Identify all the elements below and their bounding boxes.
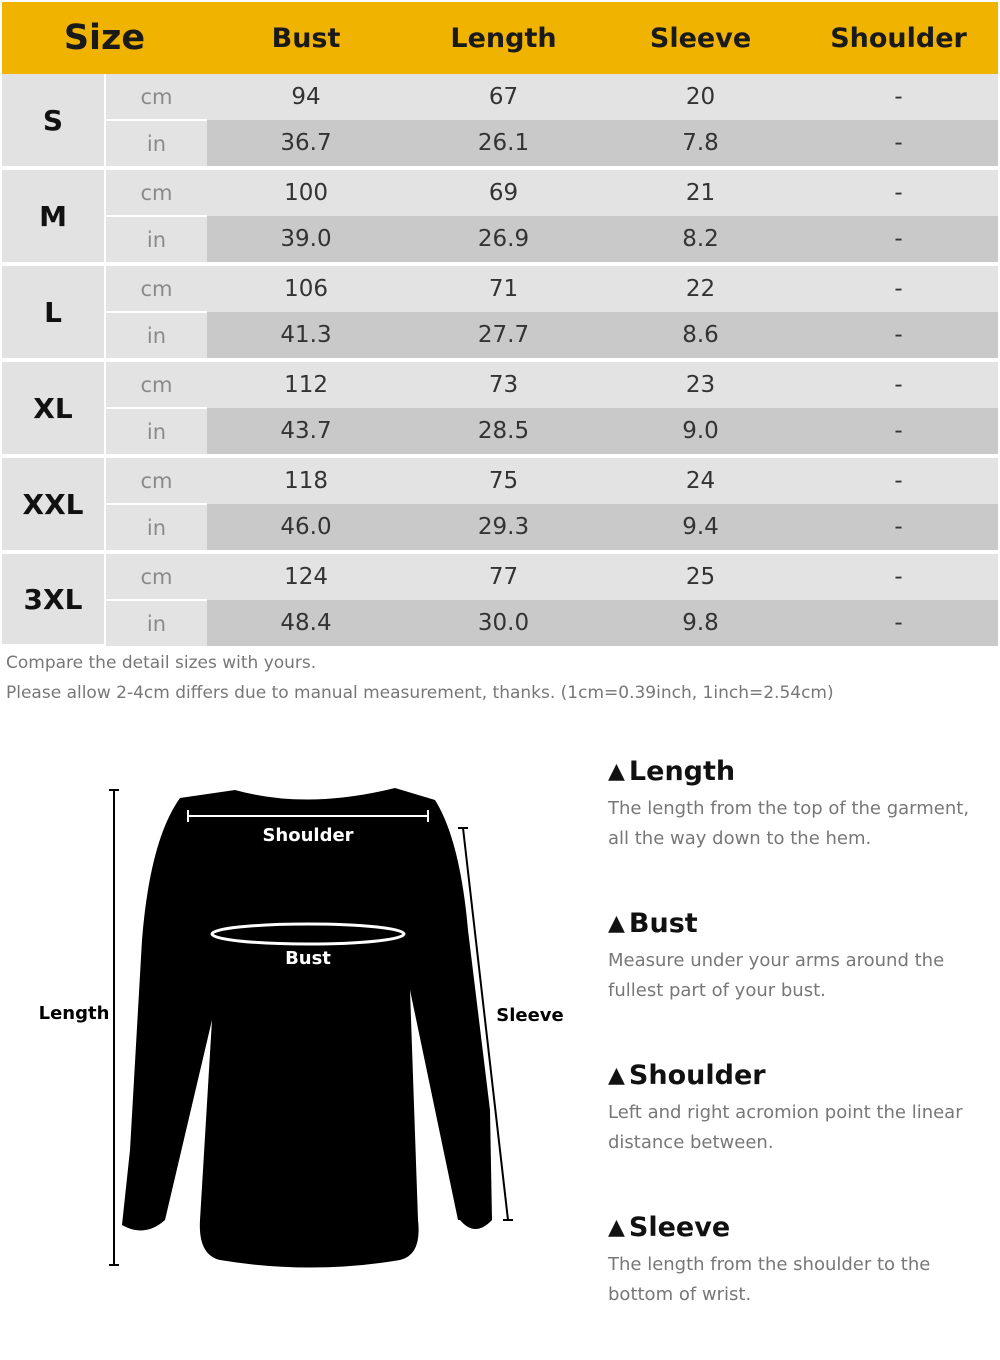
unit-label: in: [105, 408, 207, 456]
shoulder-value: -: [799, 408, 998, 456]
sleeve-value: 8.6: [602, 312, 799, 360]
definition-title: [608, 1056, 988, 1096]
diagram-sleeve-label: Sleeve: [496, 1005, 564, 1026]
length-value: 27.7: [405, 312, 602, 360]
diagram-length-label: Length: [38, 1003, 110, 1024]
table-row: [2, 408, 998, 456]
definition-title-text: Bust: [628, 908, 698, 939]
definition-bust: [608, 904, 988, 1030]
definition-text: The length from the top of the garment, all the way down to the hem.: [608, 798, 970, 849]
bust-value: 124: [207, 552, 405, 600]
length-value: 77: [405, 552, 602, 600]
bust-value: 94: [207, 74, 405, 120]
bust-value: 118: [207, 456, 405, 504]
unit-label: in: [105, 600, 207, 646]
length-value: 71: [405, 264, 602, 312]
sleeve-value: 9.4: [602, 504, 799, 552]
size-label: S: [2, 74, 105, 168]
header-size: Size: [2, 2, 207, 74]
sleeve-value: 7.8: [602, 120, 799, 168]
triangle-icon: ▲: [608, 1215, 625, 1240]
shoulder-value: -: [799, 504, 998, 552]
size-label: XXL: [2, 456, 105, 552]
definition-title-text: Shoulder: [628, 1060, 766, 1091]
definition-title-text: Sleeve: [628, 1212, 731, 1243]
shoulder-value: -: [799, 216, 998, 264]
table-row: [2, 168, 998, 216]
unit-label: in: [105, 120, 207, 168]
table-row: [2, 360, 998, 408]
shoulder-value: -: [799, 120, 998, 168]
unit-label: in: [105, 504, 207, 552]
definition-title-text: Length: [628, 756, 736, 787]
length-value: 30.0: [405, 600, 602, 646]
table-row: [2, 312, 998, 360]
measurement-definitions: [608, 752, 988, 1334]
definition-title: [608, 904, 988, 944]
header-bust: Bust: [207, 2, 405, 74]
bust-value: 43.7: [207, 408, 405, 456]
header-shoulder: Shoulder: [799, 2, 998, 74]
sleeve-value: 24: [602, 456, 799, 504]
definition-title: [608, 1208, 988, 1248]
table-row: [2, 504, 998, 552]
definition-shoulder: [608, 1056, 988, 1182]
definition-length: [608, 752, 988, 878]
triangle-icon: ▲: [608, 759, 625, 784]
garment-diagram: [30, 770, 580, 1290]
definition-title: [608, 752, 988, 792]
bust-value: 39.0: [207, 216, 405, 264]
sleeve-value: 9.8: [602, 600, 799, 646]
size-label: XL: [2, 360, 105, 456]
length-value: 67: [405, 74, 602, 120]
table-row: [2, 120, 998, 168]
bust-value: 112: [207, 360, 405, 408]
length-value: 28.5: [405, 408, 602, 456]
unit-label: cm: [105, 74, 207, 120]
table-row: [2, 456, 998, 504]
sleeve-value: 23: [602, 360, 799, 408]
table-body: [2, 74, 998, 646]
size-notes: [6, 648, 834, 708]
sweater-silhouette: [122, 788, 492, 1268]
length-value: 29.3: [405, 504, 602, 552]
unit-label: cm: [105, 264, 207, 312]
diagram-bust-label: Bust: [285, 948, 331, 969]
length-value: 26.9: [405, 216, 602, 264]
bust-value: 36.7: [207, 120, 405, 168]
sweater-illustration: [30, 770, 580, 1290]
shoulder-value: -: [799, 168, 998, 216]
definition-text: The length from the shoulder to the bottom of wrist.: [608, 1254, 931, 1305]
definition-text: Measure under your arms around the fullest part of your bust.: [608, 950, 945, 1001]
unit-label: in: [105, 216, 207, 264]
sleeve-value: 8.2: [602, 216, 799, 264]
bust-value: 48.4: [207, 600, 405, 646]
table-row: [2, 216, 998, 264]
bust-value: 46.0: [207, 504, 405, 552]
bust-value: 100: [207, 168, 405, 216]
shoulder-value: -: [799, 74, 998, 120]
unit-label: cm: [105, 168, 207, 216]
size-label: M: [2, 168, 105, 264]
shoulder-value: -: [799, 600, 998, 646]
note-compare: Compare the detail sizes with yours.: [6, 653, 317, 673]
unit-label: cm: [105, 360, 207, 408]
shoulder-value: -: [799, 360, 998, 408]
length-value: 75: [405, 456, 602, 504]
note-allowance: Please allow 2-4cm differs due to manual measurement, thanks. (1cm=0.39inch, 1inch=2.54cm): [6, 683, 834, 703]
header-length: Length: [405, 2, 602, 74]
table-row: [2, 552, 998, 600]
bust-value: 106: [207, 264, 405, 312]
header-sleeve: Sleeve: [602, 2, 799, 74]
triangle-icon: ▲: [608, 911, 625, 936]
table-row: [2, 264, 998, 312]
unit-label: cm: [105, 552, 207, 600]
table-header-row: [2, 2, 998, 74]
size-label: 3XL: [2, 552, 105, 646]
size-label: L: [2, 264, 105, 360]
bust-value: 41.3: [207, 312, 405, 360]
length-value: 73: [405, 360, 602, 408]
definition-text: Left and right acromion point the linear distance between.: [608, 1102, 963, 1153]
sleeve-value: 21: [602, 168, 799, 216]
sleeve-value: 9.0: [602, 408, 799, 456]
definition-sleeve: [608, 1208, 988, 1334]
sleeve-value: 20: [602, 74, 799, 120]
unit-label: in: [105, 312, 207, 360]
shoulder-value: -: [799, 456, 998, 504]
unit-label: cm: [105, 456, 207, 504]
shoulder-value: -: [799, 312, 998, 360]
length-value: 69: [405, 168, 602, 216]
shoulder-value: -: [799, 552, 998, 600]
table-row: [2, 74, 998, 120]
sleeve-value: 25: [602, 552, 799, 600]
sleeve-value: 22: [602, 264, 799, 312]
shoulder-value: -: [799, 264, 998, 312]
table-row: [2, 600, 998, 646]
length-value: 26.1: [405, 120, 602, 168]
diagram-shoulder-label: Shoulder: [262, 825, 354, 846]
size-table: [2, 2, 998, 648]
triangle-icon: ▲: [608, 1063, 625, 1088]
